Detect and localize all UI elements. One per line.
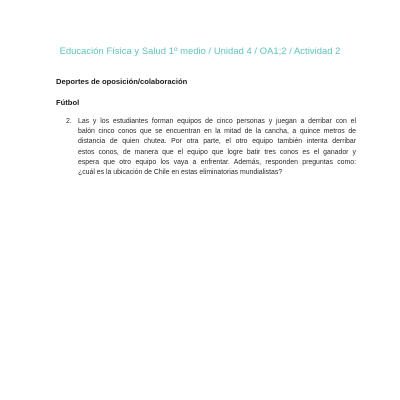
item-text-line: espera que otro equipo los vaya a enfrentar. Además, responden preguntas como: [78, 158, 356, 166]
item-text-line: ¿cuál es la ubicación de Chile en estas eliminatorias mundialistas? [78, 169, 283, 177]
item-text-line: distancia de quien chutea. Por otra parte, el otro equipo también intenta derribar [78, 138, 356, 146]
subsection-title: Fútbol [56, 98, 80, 107]
item-text [78, 117, 356, 178]
item-text-line: balón cinco conos que se encuentran en la mitad de la cancha, a quince metros de [78, 128, 356, 136]
item-text-line: Las y los estudiantes forman equipos de cinco personas y juegan a derribar con el [78, 118, 356, 125]
item-text-line: estos conos, de manera que el equipo que logre batir tres conos es el ganador y [78, 148, 356, 156]
section-title: Deportes de oposición/colaboración [56, 77, 188, 86]
item-number: 2. [66, 118, 72, 125]
document-header: Educación Física y Salud 1º medio / Unidad 4 / OA1;2 / Actividad 2 [59, 45, 341, 56]
activity-item [66, 117, 356, 178]
